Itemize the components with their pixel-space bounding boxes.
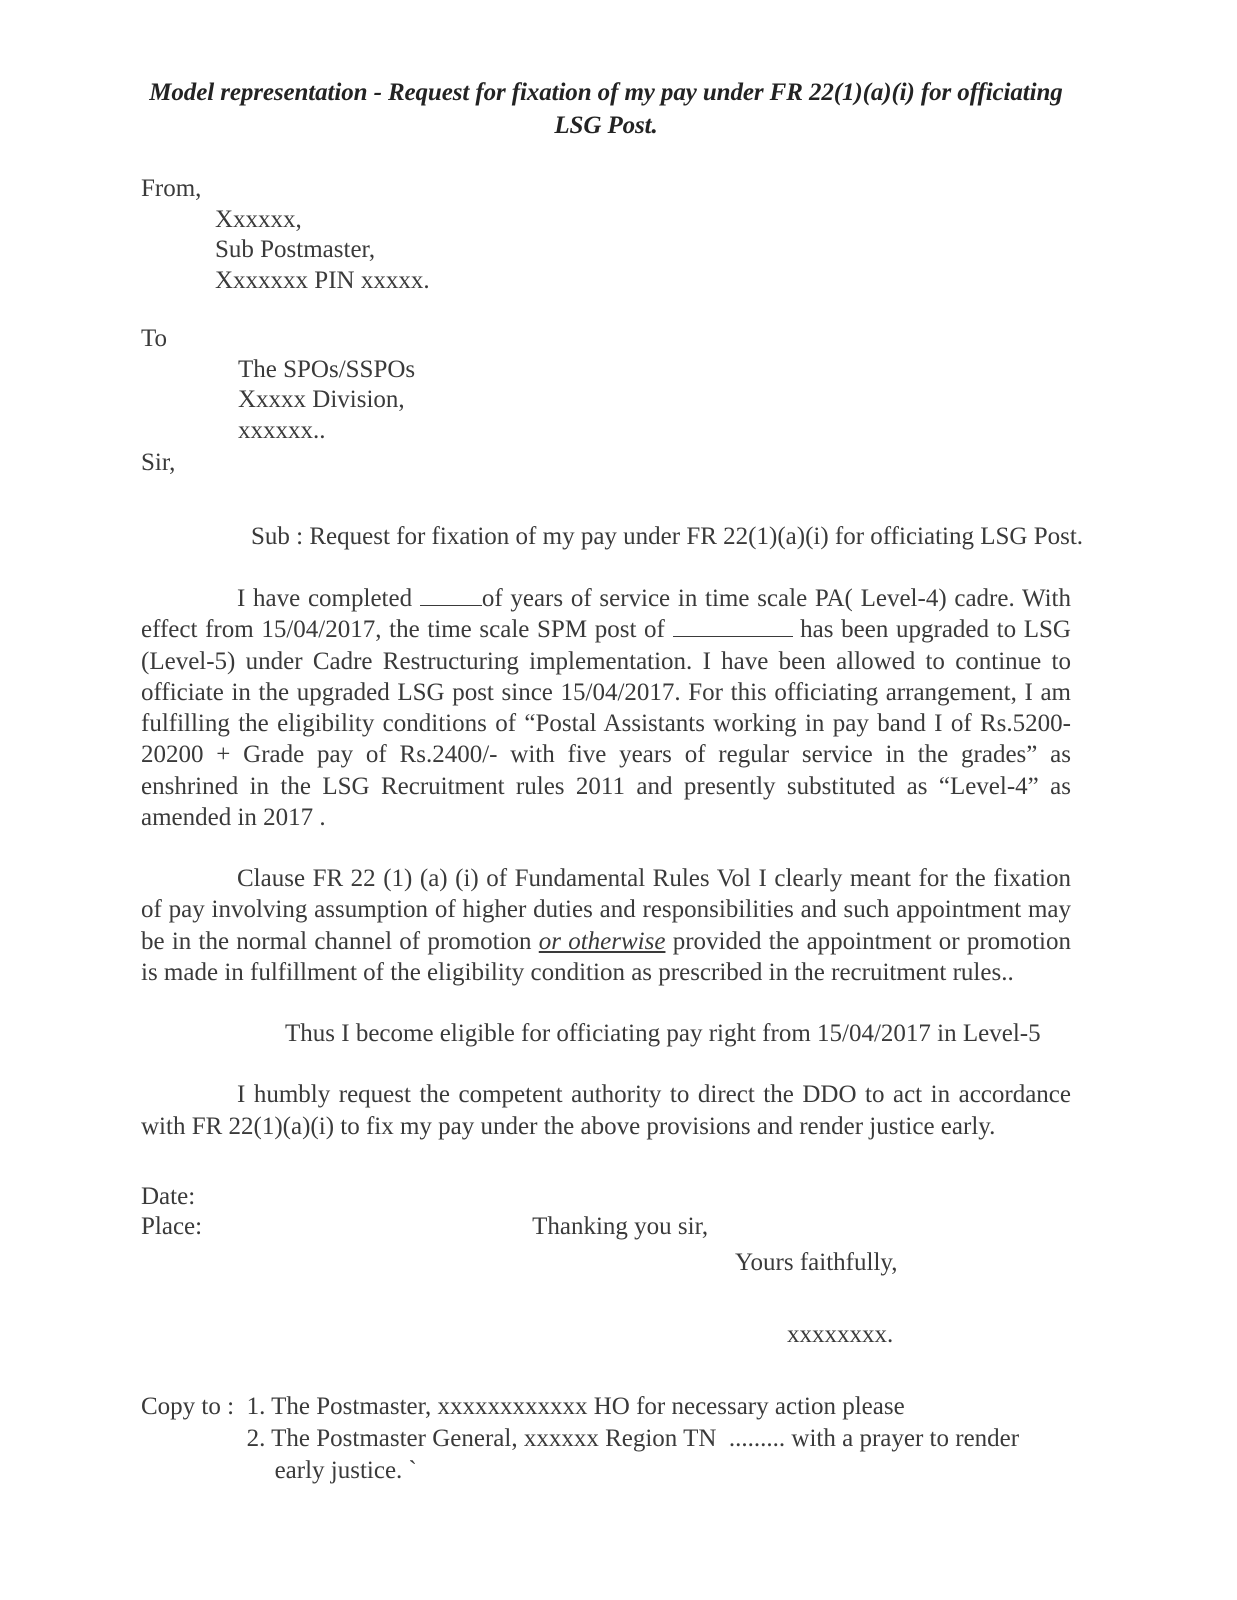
body-paragraph-4: I humbly request the competent authority to direct the DDO to act in accordance with FR 22(1)(a)(i) to fix my pay under the above provisions and render justice early. [141,1081,1071,1140]
para2-part2: provided the appointment or promotion is made in fulfillment of the eligibility condition as prescribed in the recruitment rules.. [141,927,1071,986]
recipient-line-2: Xxxxx Division, [238,386,405,413]
para1-part3: has been upgraded to LSG (Level-5) under Cadre Restructuring implementation. I have been allowed to continue to officiate in the upgraded LSG post since 15/04/2017. For this officiating arrangement, I am fulfilling the eligibility conditions of “Postal Assistants working in pay band I of Rs.5200-20200 + Grade pay of Rs.2400/- with five years of regular service in the grades” as enshrined in the LSG Recruitment rules 2011 and presently substituted as “Level-4” as amended in 2017 . [141,616,1071,831]
copy-to-label: Copy to : [141,1392,247,1420]
recipient-address-block [141,324,1071,446]
para1-part1: I have completed [237,585,420,612]
from-label: From, [141,175,202,202]
body-paragraph-2 [141,863,1071,988]
copy-to-row [141,1391,1071,1487]
salutation: Sir, [141,449,176,476]
copy-to-item-2: 2. The Postmaster General, xxxxxx Region TN ......... with a prayer to render [246,1424,1020,1452]
body-paragraph-1 [141,583,1071,833]
date-label: Date: [141,1182,196,1210]
copy-to-item-2-continuation: early justice. ` [274,1456,417,1484]
recipient-line-1: The SPOs/SSPOs [238,355,416,383]
sender-address-lines [215,205,1071,297]
para1-part2: of years of service in time scale PA( Level-4) cadre. With effect from 15/04/2017, the time scale SPM post of [141,585,1071,644]
copy-to-item-1: 1. The Postmaster, xxxxxxxxxxxx HO for necessary action please [246,1392,905,1420]
sender-address-block [141,174,1071,296]
copy-to-block [141,1391,1071,1487]
place-label: Place: [141,1213,203,1241]
blank-field-years[interactable] [420,605,482,606]
sender-line-3: Xxxxxxx PIN xxxxx. [215,266,430,294]
page-title: Model representation - Request for fixation of my pay under FR 22(1)(a)(i) for officiating LSG Post. [149,79,1063,139]
signature-name: xxxxxxxx. [787,1320,894,1348]
closing-block [141,1182,1071,1349]
sender-line-1: Xxxxxx, [215,205,302,233]
blank-field-post[interactable] [673,636,793,637]
address-spacer [141,296,1071,324]
recipient-address-lines [238,355,1071,447]
place-and-thanks-row [141,1212,1071,1243]
document-content [141,0,1084,1487]
yours-faithfully-text: Yours faithfully, [735,1248,898,1276]
recipient-line-3: xxxxxx.. [238,416,326,444]
para2-part1: Clause FR 22 (1) (a) (i) of Fundamental Rules Vol I clearly meant for the fixation of pay involving assumption of higher duties and responsibilities and such appointment may be in the normal channel of promotion [141,865,1071,955]
body-paragraph-3: Thus I become eligible for officiating pay right from 15/04/2017 in Level-5 [285,1020,1041,1047]
sender-line-2: Sub Postmaster, [215,236,376,263]
copy-to-list [247,1391,1071,1487]
thanking-text: Thanking you sir, [532,1213,709,1241]
subject-line: Sub : Request for fixation of my pay under FR 22(1)(a)(i) for officiating LSG Post. [251,522,1084,550]
emphasis-or-otherwise: or otherwise [538,927,666,955]
to-label: To [141,325,168,352]
